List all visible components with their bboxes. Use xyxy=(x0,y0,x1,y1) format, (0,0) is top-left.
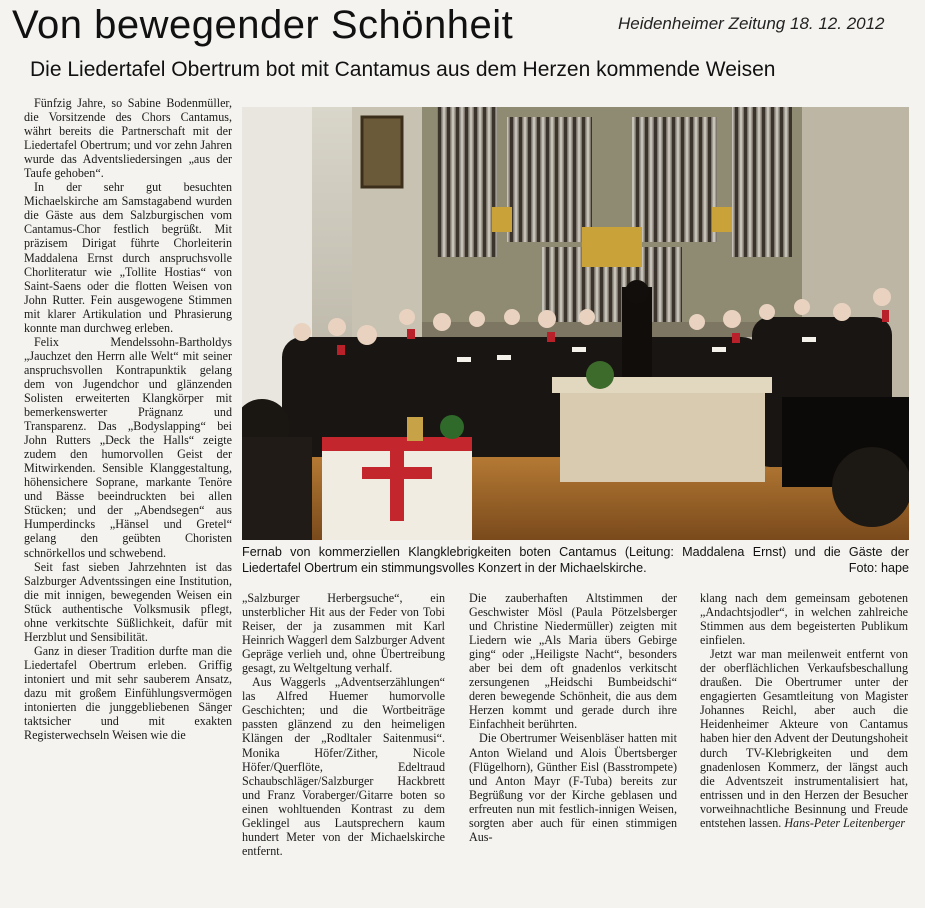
paragraph: „Salzburger Herbergsuche“, ein unsterblicher Hit aus der Feder von Tobi Reiser, der ja zusammen mit Karl Heinrich Waggerl dem Salzburger Advent Gepräge verlieh und, ohne Übertreibung gesagt, zu Weltgeltung verhalf. xyxy=(242,591,445,676)
headline: Von bewegender Schönheit xyxy=(12,3,514,47)
paragraph: Ganz in dieser Tradition durfte man die Liedertafel Obertrum erleben. Griffig intoniert und mit sehr sauberem Ansatz, dazu mit großem Einfühlungsvermögen intonierten die junggebliebenen Sänger taktsicher und mit exakten Registerwechseln Weisen wie die xyxy=(24,643,232,743)
church-concert-image xyxy=(242,107,909,540)
paragraph: Die Obertrumer Weisenbläser hatten mit Anton Wieland und Alois Übertsberger (Flügelhorn), Günther Eisl (Basstrompete) und Anton Mayr (F-Tuba) bereits zur Begrüßung vor der Kirche geblasen und erfreuten nun mit festlich-innigen Weisen, sorgten aber auch für einen stimmigen Aus- xyxy=(469,731,677,844)
paragraph: Aus Waggerls „Adventserzählungen“ las Alfred Huemer humorvolle Geschichten; und die Wortbeiträge passten glänzend zu den heimeligen Klängen der „Rodltaler Saitenmusi“. Monika Höfer/Zither, Nicole Höfer/Querflöte, Edeltraud Schaubschläger/Salzburger Hackbrett und Franz Voraberger/Gitarre boten so einen wohltuenden Kontrast zu dem Geklingel aus Lautsprechern kaum hundert Meter von der Michaelskirche entfernt. xyxy=(242,675,445,858)
author-byline: Hans-Peter Leitenberger xyxy=(784,815,906,830)
subheadline: Die Liedertafel Obertrum bot mit Cantamus aus dem Herzen kommende Weisen xyxy=(30,58,776,81)
paragraph: Seit fast sieben Jahrzehnten ist das Salzburger Adventssingen eine Institution, die mit innigen, bewegenden Weisen ein Stück authentische Volksmusik pflegt, ohne verkitschte Süßlichkeit, dafür mit Herzblut und Sensibilität. xyxy=(24,559,232,644)
paragraph: Felix Mendelssohn-Bartholdys „Jauchzet den Herrn alle Welt“ mit seiner anspruchsvollen Kontrapunktik gelang dem von Jugendchor und glänzenden Solisten erweiterten Klangkörper mit bemerkenswerter Prägnanz und Transparenz. Das „Bodyslapping“ bei John Rutters „Deck the Halls“ zeigte zudem den humorvollen Geist der Mitwirkenden. Sensible Klanggestaltung, höhensichere Soprane, markante Tenöre und Bässe beeindruckten bei allen Stücken; und der „Abendsegen“ aus Humperdincks „Hänsel und Gretel“ gelang den geübten Choristen schnörkellos und schwebend. xyxy=(24,334,232,560)
paragraph: In der sehr gut besuchten Michaelskirche am Samstagabend wurden die Gäste aus dem Salzburgischen vom Cantamus-Chor festlich begrüßt. Mit präzisem Dirigat führte Chorleiterin Maddalena Ernst durch anspruchsvolle Chorliteratur wie „Tollite Hostias“ von Saint-Saens oder die flotten Weisen von John Rutter. Fein ausgewogene Stimmen mit klarer Artikulation und Phrasierung konnte man durchweg erleben. xyxy=(24,180,232,335)
column-3 xyxy=(469,591,677,844)
paragraph: Fünfzig Jahre, so Sabine Bodenmüller, die Vorsitzende des Chors Cantamus, währt bereits die Partnerschaft mit der Liedertafel Obertrum; und vor zehn Jahren wurde das Adventsliedersingen „aus der Taufe gehoben“. xyxy=(24,96,232,181)
paragraph-text: Jetzt war man meilenweit entfernt von der oberflächlichen Verkaufsbeschallung draußen. Die Obertrumer unter der engagierten Gesamtleitung von Magister Johannes Reichl, aber auch die Heidenheimer Akteure von Cantamus haben hier den Advent der Deutungshoheit durch TV-Klebrigkeiten und dem gnadenlosen Kommerz, der längst auch die Adventszeit instrumentalisiert hat, entrissen und in den Herzen der Besucher vorweihnachtliche Besinnung und Freude entstehen lassen. xyxy=(700,647,908,830)
photo-caption xyxy=(242,544,909,576)
paragraph xyxy=(700,647,908,830)
paragraph: klang nach dem gemeinsam gebotenen „Andachtsjodler“, in welchen zahlreiche Stimmen aus dem begeisterten Publikum einfielen. xyxy=(700,591,908,648)
concert-photo xyxy=(242,107,909,540)
caption-text: Fernab von kommerziellen Klangklebrigkeiten boten Cantamus (Leitung: Maddalena Ernst) und die Gäste der Liedertafel Obertrum ein stimmungsvolles Konzert in der Michaelskirche. xyxy=(242,545,909,575)
paragraph: Die zauberhaften Altstimmen der Geschwister Mösl (Paula Pötzelsberger und Christine Niedermüller) zeigten mit Liedern wie „Als Maria übers Gebirge ging“ oder „Heiligste Nacht“, besonders aber bei dem oft gnadenlos verkitscht zersungenen „Heidschi Bumbeidschi“ deren bewegende Schönheit, die aus dem Herzen kommt und gerade durch ihre Einfachheit berührten. xyxy=(469,591,677,732)
column-2 xyxy=(242,591,445,858)
column-1 xyxy=(24,96,232,901)
column-4 xyxy=(700,591,908,830)
source-line: Heidenheimer Zeitung 18. 12. 2012 xyxy=(618,14,885,33)
photo-credit: Foto: hape xyxy=(848,561,909,575)
